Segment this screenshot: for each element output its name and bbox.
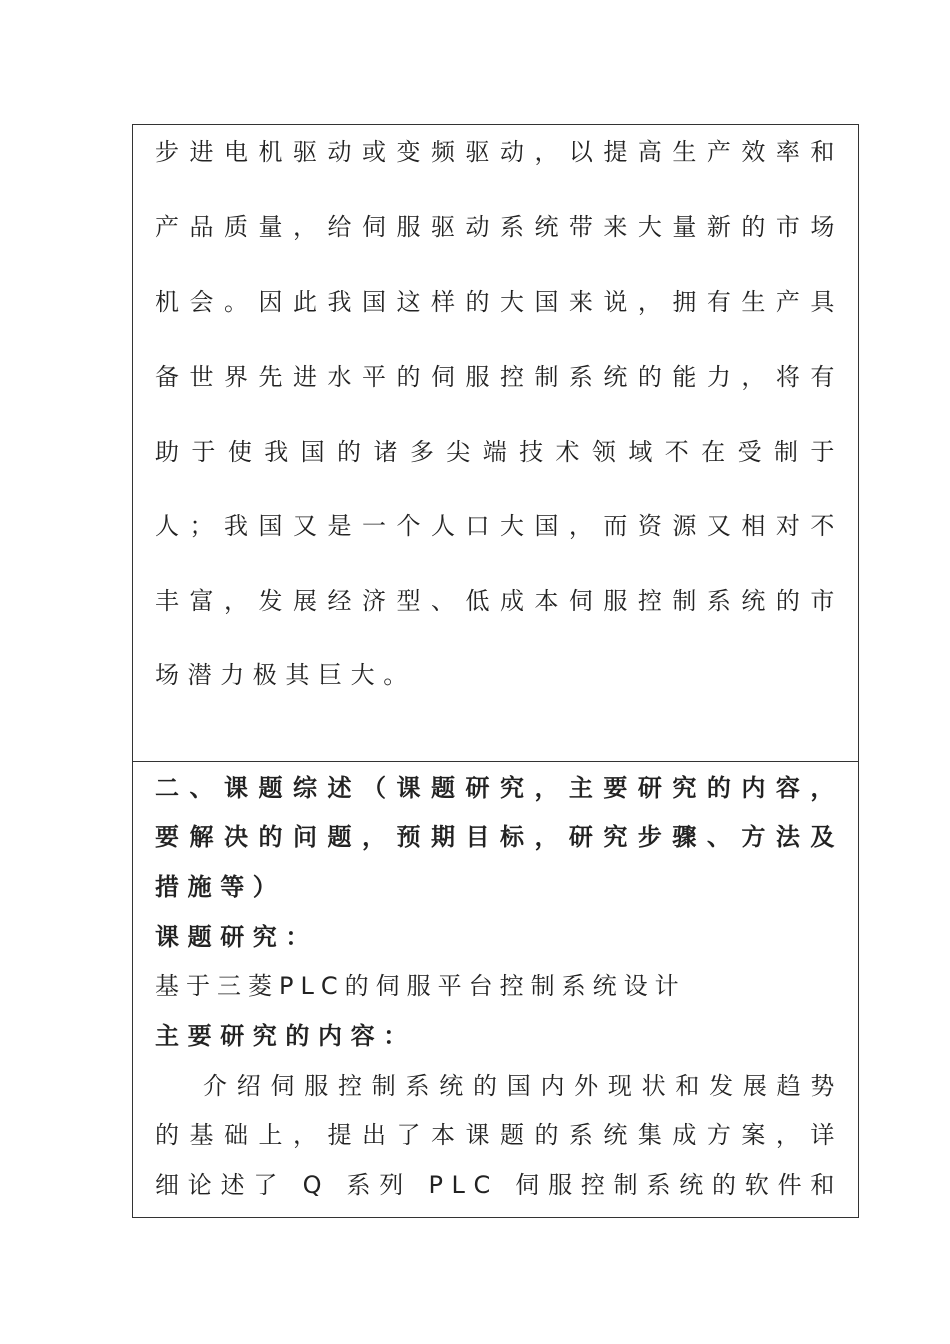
table-row-divider [133, 761, 858, 762]
paragraph-line: 场潜力极其巨大。 [155, 661, 416, 689]
topic-label: 课题研究： [155, 923, 318, 951]
section-heading: 要解决的问题，预期目标，研究步骤、方法及 [155, 823, 843, 851]
paragraph-line: 助于使我国的诸多尖端技术领域不在受制于 [155, 438, 843, 466]
content-label: 主要研究的内容： [155, 1022, 416, 1050]
paragraph-line: 产品质量，给伺服驱动系统带来大量新的市场 [155, 213, 843, 241]
section-heading: 措施等） [155, 873, 286, 901]
content-line: 的基础上，提出了本课题的系统集成方案，详 [155, 1121, 843, 1149]
topic-text: 基于三菱PLC的伺服平台控制系统设计 [155, 972, 686, 1000]
paragraph-line: 步进电机驱动或变频驱动，以提高生产效率和 [155, 138, 843, 166]
paragraph-line: 备世界先进水平的伺服控制系统的能力，将有 [155, 363, 843, 391]
section-heading: 二、课题综述（课题研究，主要研究的内容， [155, 774, 843, 802]
content-line: 介绍伺服控制系统的国内外现状和发展趋势 [203, 1072, 843, 1100]
paragraph-line: 机会。因此我国这样的大国来说，拥有生产具 [155, 288, 843, 316]
paragraph-line: 人；我国又是一个人口大国，而资源又相对不 [155, 512, 843, 540]
document-table [132, 124, 859, 1218]
paragraph-line: 丰富，发展经济型、低成本伺服控制系统的市 [155, 587, 843, 615]
content-line: 细论述了 Q 系列 PLC 伺服控制系统的软件和 [155, 1171, 843, 1199]
